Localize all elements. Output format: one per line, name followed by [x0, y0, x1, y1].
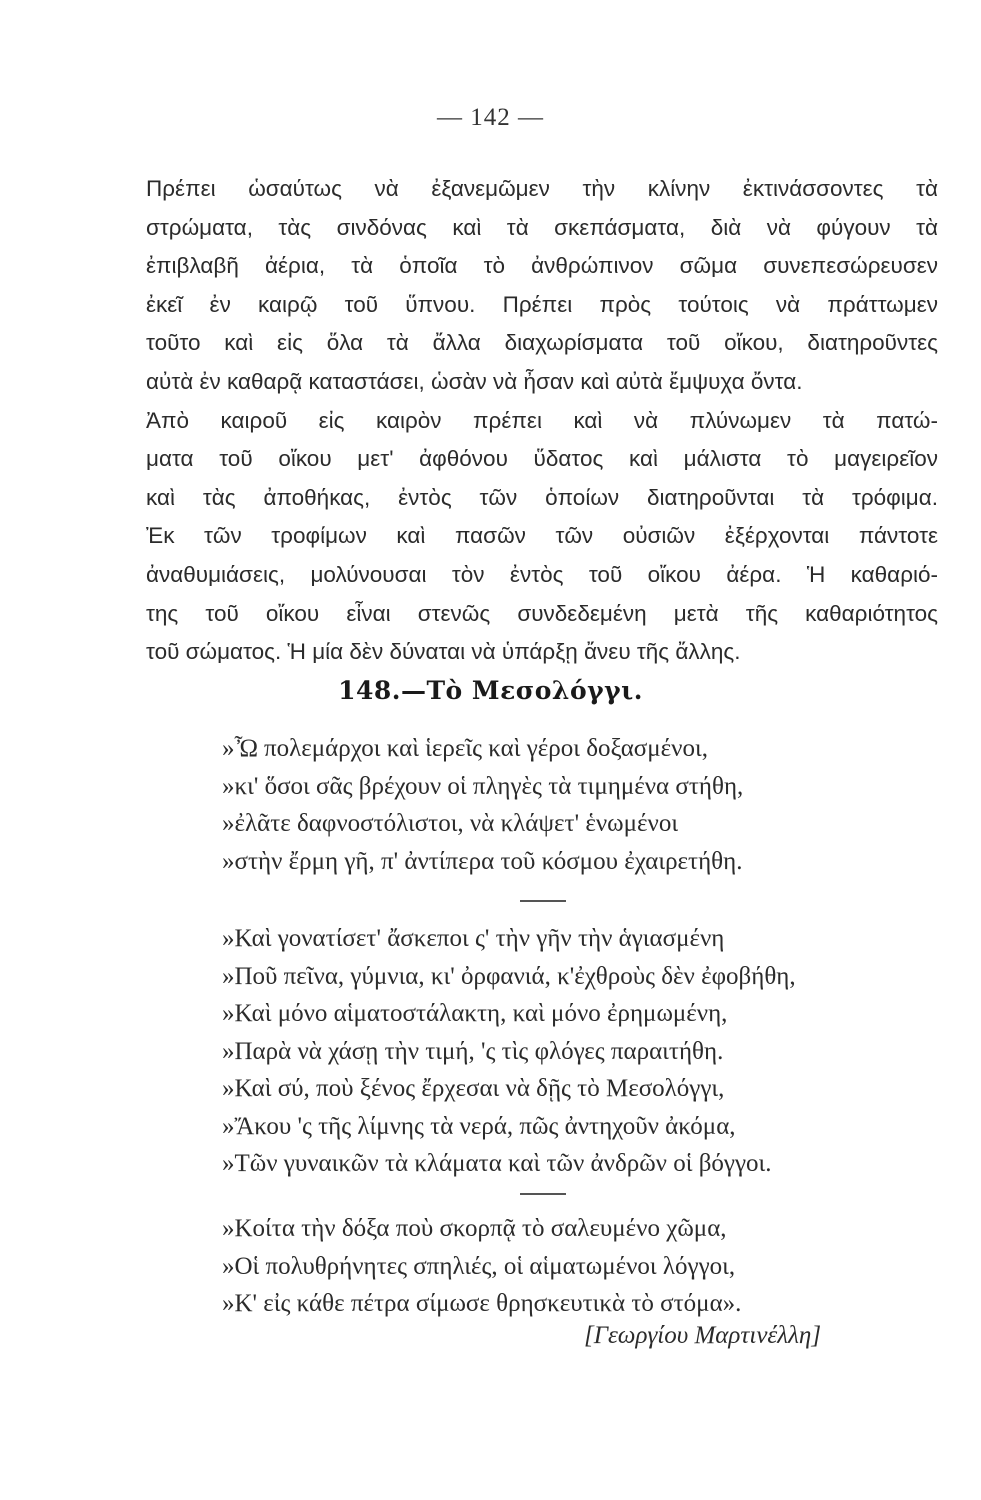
prose-paragraph — [146, 170, 938, 672]
prose-line: ἐκεῖ ἐν καιρῷ τοῦ ὕπνου. Πρέπει πρὸς τούτοις νὰ πράττωμεν — [146, 291, 938, 317]
poem-author-signature: [Γεωργίου Μαρτινέλλη] — [584, 1322, 822, 1349]
poem-verse: »κι' ὅσοι σᾶς βρέχουν οἱ πληγὲς τὰ τιμημένα στήθη, — [222, 772, 744, 800]
poem-verse: »Ὦ πολεμάρχοι καὶ ἱερεῖς καὶ γέροι δοξασμένοι, — [222, 735, 708, 762]
stanza-divider — [520, 900, 566, 902]
page-number: — 142 — — [437, 104, 544, 131]
section-heading: 148.—Τὸ Μεσολόγγι. — [338, 676, 643, 705]
prose-line: αὐτὰ ἐν καθαρᾷ καταστάσει, ὡσὰν νὰ ἦσαν καὶ αὐτὰ ἔμψυχα ὄντα. — [146, 368, 803, 394]
poem-stanza — [222, 730, 743, 880]
prose-line: Πρέπει ὡσαύτως νὰ ἐξανεμῶμεν τὴν κλίνην ἐκτινάσσοντες τὰ — [146, 176, 938, 201]
prose-line: τοῦ σώματος. Ἡ μία δὲν δύναται νὰ ὑπάρξῃ ἄνευ τῆς ἄλλης. — [146, 639, 741, 665]
poem-verse: »Οἱ πολυθρήνητες σπηλιές, οἱ αἱματωμένοι λόγγοι, — [222, 1252, 736, 1280]
poem-verse: »Καὶ μόνο αἱματοστάλακτη, καὶ μόνο ἐρημωμένη, — [222, 1000, 728, 1027]
poem-verse: »Καὶ σύ, ποὺ ξένος ἔρχεσαι νὰ δῇς τὸ Μεσολόγγι, — [222, 1075, 725, 1102]
poem-verse: »στὴν ἔρμη γῆ, π' ἀντίπερα τοῦ κόσμου ἐχαιρετήθη. — [222, 847, 743, 875]
prose-line: ἐπιβλαβῆ ἀέρια, τὰ ὁποῖα τὸ ἀνθρώπινον σῶμα συνεπεσώρευσεν — [146, 253, 938, 279]
prose-line: της τοῦ οἴκου εἶναι στενῶς συνδεδεμένη μετὰ τῆς καθαριότητος — [146, 600, 938, 626]
poem-verse: »Κοίτα τὴν δόξα ποὺ σκορπᾷ τὸ σαλευμένο χῶμα, — [222, 1215, 727, 1242]
poem-verse: »Καὶ γονατίσετ' ἄσκεποι ς' τὴν γῆν τὴν ἁγιασμένη — [222, 925, 725, 952]
poem-verse: »ἐλᾶτε δαφνοστόλιστοι, νὰ κλάψετ' ἑνωμένοι — [222, 810, 679, 837]
poem-verse: »Τῶν γυναικῶν τὰ κλάματα καὶ τῶν ἀνδρῶν οἱ βόγγοι. — [222, 1150, 772, 1177]
prose-line: ματα τοῦ οἴκου μετ' ἀφθόνου ὕδατος καὶ μάλιστα τὸ μαγειρεῖον — [146, 446, 938, 472]
poem-stanza — [222, 920, 796, 1183]
prose-line: Ἀπὸ καιροῦ εἰς καιρὸν πρέπει καὶ νὰ πλύνωμεν τὰ πατώ- — [146, 407, 938, 433]
poem-verse: »Κ' εἰς κάθε πέτρα σίμωσε θρησκευτικὰ τὸ στόμα». — [222, 1290, 742, 1317]
poem-verse: »Ἄκου 'ς τῆς λίμνης τὰ νερά, πῶς ἀντηχοῦν ἀκόμα, — [222, 1112, 736, 1140]
poem-verse: »Ποῦ πεῖνα, γύμνια, κι' ὀρφανιά, κ'ἐχθροὺς δὲν ἐφοβήθη, — [222, 962, 796, 990]
poem-verse: »Παρὰ νὰ χάσῃ τὴν τιμή, 'ς τὶς φλόγες παραιτήθη. — [222, 1037, 724, 1065]
prose-line: Ἐκ τῶν τροφίμων καὶ πασῶν τῶν οὐσιῶν ἐξέρχονται πάντοτε — [146, 523, 938, 549]
prose-line: ἀναθυμιάσεις, μολύνουσαι τὸν ἐντὸς τοῦ οἴκου ἀέρα. Ἡ καθαριό- — [146, 561, 938, 587]
stanza-divider — [520, 1193, 566, 1195]
prose-line: καὶ τὰς ἀποθήκας, ἐντὸς τῶν ὁποίων διατηροῦνται τὰ τρόφιμα. — [146, 484, 938, 510]
poem-stanza — [222, 1210, 741, 1323]
prose-line: τοῦτο καὶ εἰς ὅλα τὰ ἄλλα διαχωρίσματα τοῦ οἴκου, διατηροῦντες — [146, 330, 938, 356]
prose-line: στρώματα, τὰς σινδόνας καὶ τὰ σκεπάσματα, διὰ νὰ φύγουν τὰ — [146, 214, 938, 240]
